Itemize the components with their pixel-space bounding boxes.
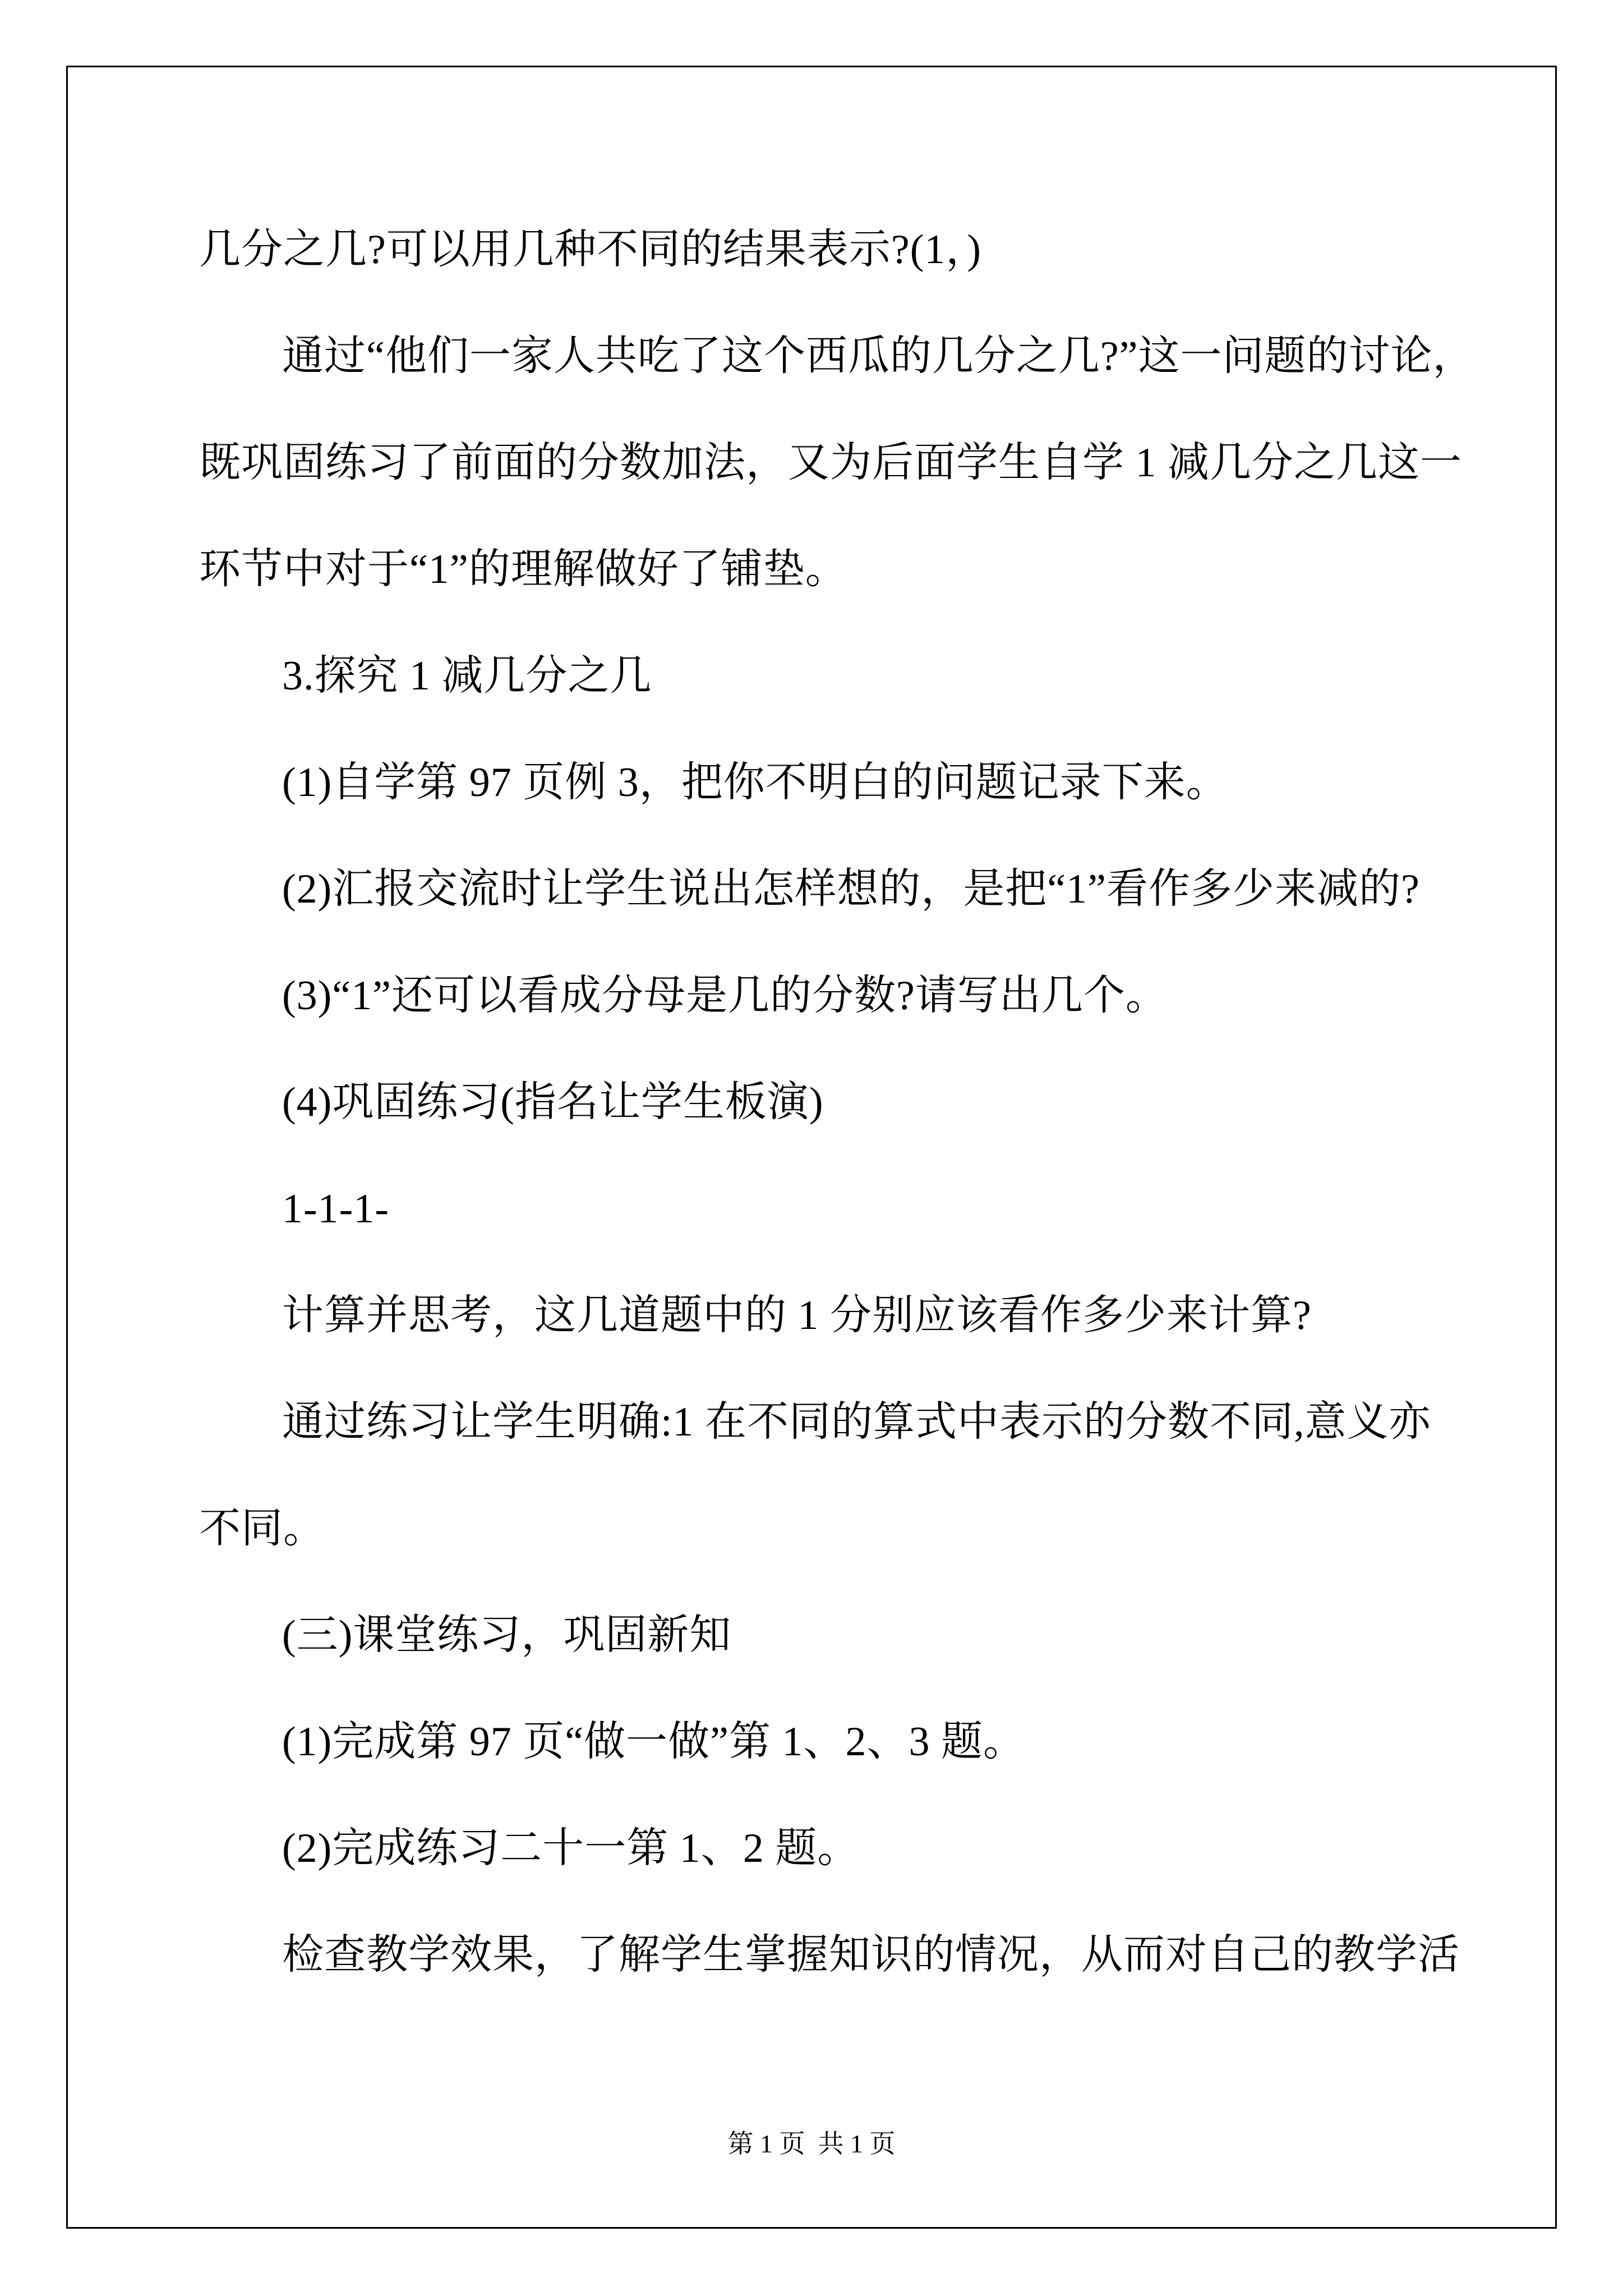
- text-line: (1)自学第 97 页例 3，把你不明白的问题记录下来。: [282, 760, 1228, 806]
- text-line: 不同。: [199, 1506, 325, 1552]
- text-line: (2)汇报交流时让学生说出怎样想的，是把“1”看作多少来减的?: [282, 866, 1420, 912]
- text-line: 通过“他们一家人共吃了这个西瓜的几分之几?”这一问题的讨论，: [282, 333, 1475, 379]
- document-body: [199, 196, 1475, 2008]
- text-line: (3)“1”还可以看成分母是几的分数?请写出几个。: [282, 973, 1168, 1019]
- text-line: 计算并思考，这几道题中的 1 分别应该看作多少来计算?: [282, 1292, 1312, 1338]
- text-line: 几分之几?可以用几种不同的结果表示?(1，): [199, 227, 981, 273]
- text-line: (2)完成练习二十一第 1、2 题。: [282, 1825, 860, 1871]
- page-number-footer: 第 1 页 共 1 页: [727, 2129, 896, 2158]
- text-line: (三)课堂练习，巩固新知: [282, 1612, 732, 1658]
- text-line: 3.探究 1 减几分之几: [282, 653, 652, 699]
- text-line: 通过练习让学生明确:1 在不同的算式中表示的分数不同,意义亦: [282, 1399, 1431, 1445]
- text-line: 检查教学效果，了解学生掌握知识的情况，从而对自己的教学活: [282, 1932, 1460, 1978]
- text-line: 1-1-1-: [282, 1186, 389, 1232]
- text-line: 环节中对于“1”的理解做好了铺垫。: [199, 546, 847, 592]
- text-line: 既巩固练习了前面的分数加法，又为后面学生自学 1 减几分之几这一: [199, 440, 1462, 486]
- text-line: (4)巩固练习(指名让学生板演): [282, 1079, 824, 1125]
- text-line: (1)完成第 97 页“做一做”第 1、2、3 题。: [282, 1719, 1025, 1765]
